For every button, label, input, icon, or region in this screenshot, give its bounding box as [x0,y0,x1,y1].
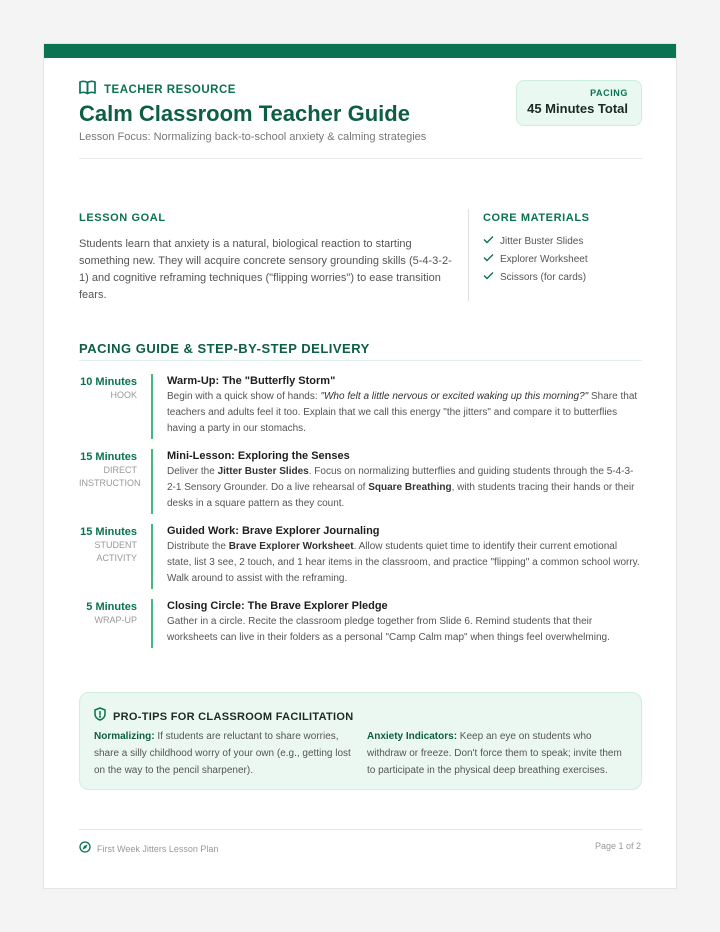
core-materials-section [483,212,643,286]
book-open-icon [79,80,96,100]
material-item [483,268,643,286]
step-description: Gather in a circle. Recite the classroom pledge together from Slide 6. Remind students that their worksheets can live in their folders as a personal "Camp Calm map" when things feel overwhelming. [167,616,610,643]
step-item [79,524,642,589]
resource-label: TEACHER RESOURCE [104,84,236,96]
step-item [79,449,642,514]
page-number: Page 1 of 2 [594,841,641,851]
step-timing [79,449,151,514]
pro-tips-header [94,707,353,726]
footer-divider [79,829,642,830]
step-duration: 15 Minutes [80,451,137,463]
step-duration: 5 Minutes [86,601,137,613]
pro-tips-box [79,692,642,790]
step-item [79,374,642,439]
compass-icon [79,840,91,858]
check-icon [483,235,494,247]
resource-tag [79,80,236,100]
material-label: Jitter Buster Slides [500,235,584,247]
step-body [151,599,642,648]
pacing-guide-divider [79,360,642,361]
check-icon [483,253,494,265]
step-description: Begin with a quick show of hands: "Who felt a little nervous or excited waking up this morning?" Share that teachers and adults feel it too. Explain that we call this energy "the jitters" and compare it to butterflies having a party in our stomachs. [167,391,638,434]
step-duration: 10 Minutes [80,376,137,388]
lesson-goal-text: Students learn that anxiety is a natural, biological reaction to starting something new. They will acquire concrete sensory grounding skills (5-4-3-2-1) and cognitive reframing techniques ("flipping worries") to ease transition fears. [79,238,452,301]
check-icon [483,271,494,283]
tip-normalizing: Normalizing: If students are reluctant to share worries, share a silly childhood worry of your own (e.g., getting lost on the way to the pencil sharpener). [94,731,351,776]
step-item [79,599,642,648]
pacing-value: 45 Minutes Total [527,101,628,116]
step-kind: WRAP-UP [94,615,137,625]
material-label: Scissors (for cards) [500,271,587,283]
step-kind: HOOK [110,390,137,400]
step-title: Guided Work: Brave Explorer Journaling [167,525,380,537]
step-title: Warm-Up: The "Butterfly Storm" [167,375,336,387]
step-description: Deliver the Jitter Buster Slides. Focus on normalizing butterflies and guiding students through the 5-4-3-2-1 Sensory Grounder. Do a live rehearsal of Square Breathing, with students tracing their hands or their desks in a square pattern as they count. [167,466,635,509]
step-duration: 15 Minutes [80,526,137,538]
pro-tips-title: PRO-TIPS FOR CLASSROOM FACILITATION [113,710,354,723]
lesson-goal-section [79,212,454,304]
material-item [483,250,643,268]
step-body [151,524,642,589]
pacing-guide-heading: PACING GUIDE & STEP-BY-STEP DELIVERY [79,341,370,356]
pacing-label: PACING [590,88,628,98]
step-description: Distribute the Brave Explorer Worksheet. Allow students quiet time to identify their current emotional state, list 3 see, 2 touch, and 1 hear items in the classroom, and practice "flipping" a common school worry. Walk around to assist with the reframing. [167,541,640,584]
step-timing [79,524,151,589]
step-body [151,449,642,514]
footer-lesson-name: First Week Jitters Lesson Plan [97,844,219,854]
header-divider [79,158,642,159]
shield-icon [94,707,106,726]
page-title: Calm Classroom Teacher Guide [79,101,410,126]
step-title: Closing Circle: The Brave Explorer Pledge [167,600,388,612]
step-body [151,374,642,439]
footer-brand [79,840,218,858]
material-item [483,232,643,250]
materials-list [483,232,643,286]
step-title: Mini-Lesson: Exploring the Senses [167,450,350,462]
lesson-page [43,43,677,889]
step-kind: DIRECT INSTRUCTION [79,465,141,488]
page-subtitle: Lesson Focus: Normalizing back-to-school anxiety & calming strategies [79,131,427,143]
step-timing [79,599,151,648]
top-accent-bar [44,44,676,58]
steps-list [79,374,642,658]
material-label: Explorer Worksheet [500,253,588,265]
step-timing [79,374,151,439]
core-materials-heading: CORE MATERIALS [483,212,590,224]
section-divider [468,209,469,301]
lesson-goal-heading: LESSON GOAL [79,212,166,224]
tip-anxiety-indicators: Anxiety Indicators: Keep an eye on students who withdraw or freeze. Don't force them to speak; invite them to participate in the physical deep breathing exercises. [367,731,622,776]
pacing-badge [516,80,642,126]
step-kind: STUDENT ACTIVITY [94,540,137,563]
